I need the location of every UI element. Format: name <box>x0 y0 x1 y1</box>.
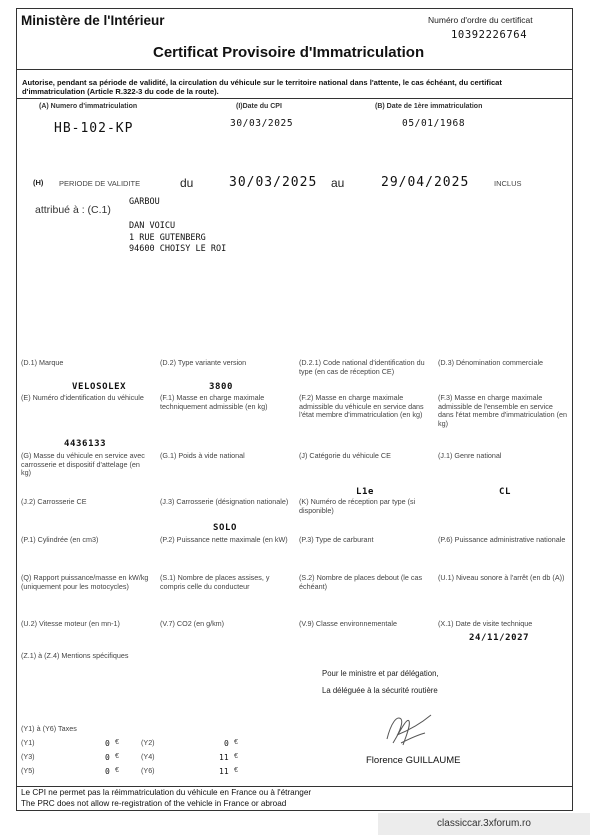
certificate-sheet <box>16 8 573 811</box>
first-registration-date: 05/01/1968 <box>402 118 466 129</box>
tax-value: 0 <box>224 739 229 748</box>
cpi-date-label: (I)Date du CPI <box>236 103 282 110</box>
displacement-label: (P.1) Cylindrée (en cm3) <box>21 535 99 544</box>
tax-value: 0 <box>105 739 110 748</box>
first-registration-date-label: (B) Date de 1ère immatriculation <box>375 103 483 110</box>
vin-value: 4436133 <box>64 439 107 449</box>
ce-category-value: L1e <box>356 487 375 497</box>
technical-inspection-date: 24/11/2027 <box>469 633 530 643</box>
environmental-class-label: (V.9) Classe environnementale <box>299 619 398 628</box>
validity-inclusive: INCLUS <box>494 179 522 188</box>
brand-label: (D.1) Marque <box>21 358 64 367</box>
national-genre-label: (J.1) Genre national <box>438 451 502 460</box>
net-power-label: (P.2) Puissance nette maximale (en kW) <box>160 535 288 544</box>
signature-scribble-icon <box>379 709 435 753</box>
tax-code: (Y3) <box>21 752 35 761</box>
max-mass-technical-label: (F.1) Masse en charge maximale techniquement admissible (en kg) <box>160 393 268 411</box>
validity-to-word: au <box>331 176 345 190</box>
type-approval-label: (K) Numéro de réception par type (si disponible) <box>299 497 416 515</box>
taxes-label: (Y1) à (Y6) Taxes <box>21 724 77 733</box>
vin-label: (E) Numéro d'identification du véhicule <box>21 393 144 402</box>
tax-currency: € <box>234 751 238 760</box>
ce-category-label: (J) Catégorie du véhicule CE <box>299 451 391 460</box>
footer-notice-fr: Le CPI ne permet pas la réimmatriculation du véhicule en France ou à l'étranger <box>21 788 312 797</box>
tax-currency: € <box>115 765 119 774</box>
seats-label: (S.1) Nombre de places assises, y compris celle du conducteur <box>160 573 270 591</box>
tax-value: 0 <box>105 767 110 776</box>
authorization-text: Autorise, pendant sa période de validité, la circulation du véhicule sur le territoire national dans l'attente, le cas échéant, du certificat d'immatriculation (Article R.322-3 du code de la route). <box>22 78 502 96</box>
co2-label: (V.7) CO2 (en g/km) <box>160 619 225 628</box>
tax-currency: € <box>234 737 238 746</box>
delegate-title: La déléguée à la sécurité routière <box>322 686 438 695</box>
technical-inspection-label: (X.1) Date de visite technique <box>438 619 533 628</box>
national-type-code-label: (D.2.1) Code national d'identification du type (en cas de réception CE) <box>299 358 425 376</box>
validity-label: PERIODE DE VALIDITE <box>59 179 141 188</box>
tax-value: 11 <box>219 767 229 776</box>
empty-weight-label: (G.1) Poids à vide national <box>160 451 245 460</box>
noise-level-label: (U.1) Niveau sonore à l'arrêt (en db (A)) <box>438 573 565 582</box>
type-variant-value: 3800 <box>209 382 234 392</box>
standing-places-label: (S.2) Nombre de places debout (le cas échéant) <box>299 573 423 591</box>
national-body-label: (J.3) Carrosserie (désignation nationale) <box>160 497 289 506</box>
tax-code: (Y6) <box>141 766 155 775</box>
divider <box>17 69 572 70</box>
type-variant-label: (D.2) Type variante version <box>160 358 247 367</box>
validity-code: (H) <box>33 178 44 187</box>
ce-body-label: (J.2) Carrosserie CE <box>21 497 87 506</box>
order-number-label: Numéro d'ordre du certificat <box>428 15 533 25</box>
divider <box>17 98 572 99</box>
footer-notice-en: The PRC does not allow re-registration of the vehicle in France or abroad <box>21 799 287 808</box>
delegation-text: Pour le ministre et par délégation, <box>322 669 439 678</box>
tax-currency: € <box>115 751 119 760</box>
validity-to-date: 29/04/2025 <box>381 175 470 190</box>
ministry-name: Ministère de l'Intérieur <box>21 13 165 28</box>
fuel-type-label: (P.3) Type de carburant <box>299 535 374 544</box>
specific-mentions-label: (Z.1) à (Z.4) Mentions spécifiques <box>21 651 129 660</box>
tax-currency: € <box>115 737 119 746</box>
forum-watermark: classiccar.3xforum.ro <box>378 813 590 835</box>
holder-line: GARBOU <box>129 197 160 207</box>
max-mass-combination-label: (F.3) Masse en charge maximale admissible de l'ensemble en service dans l'état membre d'immatriculation (en kg) <box>438 393 567 428</box>
registration-number: HB-102-KP <box>54 121 134 136</box>
holder-line: DAN VOICU <box>129 221 176 231</box>
holder-line: 94600 CHOISY LE ROI <box>129 244 227 254</box>
page-title: Certificat Provisoire d'Immatriculation <box>153 44 425 61</box>
tax-code: (Y2) <box>141 738 155 747</box>
administrative-power-label: (P.6) Puissance administrative nationale <box>438 535 566 544</box>
tax-code: (Y1) <box>21 738 35 747</box>
max-mass-service-label: (F.2) Masse en charge maximale admissible du véhicule en service dans l'état membre d'immatriculation (en kg) <box>299 393 424 420</box>
signatory-name: Florence GUILLAUME <box>366 755 461 766</box>
service-mass-label: (G) Masse du véhicule en service avec carrosserie et dispositif d'attelage (en kg) <box>21 451 145 478</box>
holder-label: attribué à : (C.1) <box>35 204 111 216</box>
commercial-name-label: (D.3) Dénomination commerciale <box>438 358 544 367</box>
tax-code: (Y5) <box>21 766 35 775</box>
tax-value: 11 <box>219 753 229 762</box>
national-body-value: SOLO <box>213 523 238 533</box>
validity-from-word: du <box>180 176 194 190</box>
cpi-date: 30/03/2025 <box>230 118 294 129</box>
registration-number-label: (A) Numero d'immatriculation <box>39 103 138 110</box>
validity-from-date: 30/03/2025 <box>229 175 318 190</box>
engine-speed-label: (U.2) Vitesse moteur (en mn-1) <box>21 619 120 628</box>
tax-currency: € <box>234 765 238 774</box>
holder-line: 1 RUE GUTENBERG <box>129 233 206 243</box>
tax-code: (Y4) <box>141 752 155 761</box>
divider <box>17 786 572 787</box>
tax-value: 0 <box>105 753 110 762</box>
power-mass-ratio-label: (Q) Rapport puissance/masse en kW/kg (uniquement pour les motocycles) <box>21 573 149 591</box>
order-number: 10392226764 <box>451 29 528 41</box>
brand-value: VELOSOLEX <box>72 382 127 392</box>
national-genre-value: CL <box>499 487 512 497</box>
